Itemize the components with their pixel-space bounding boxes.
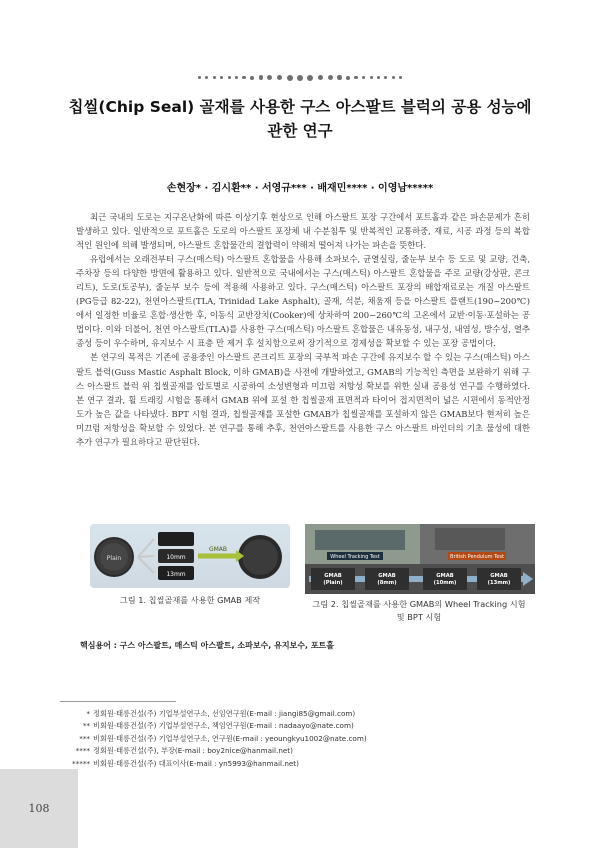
bpt-label: British Pendulum Test [450,554,504,560]
specimen-label: GMAB [324,573,342,579]
footnotes [60,708,367,770]
decorative-dot [370,76,373,79]
footnote [60,758,367,770]
decorative-dot [259,75,264,80]
decorative-dot [287,75,293,81]
abstract [76,210,530,449]
keywords: 핵심용어 : 구스 아스팔트, 매스틱 아스팔트, 소파보수, 유지보수, 포트홀 [80,641,335,650]
figure-1-label: 13mm [166,571,186,578]
decorative-dot [267,75,272,80]
footnote-mark: ** [82,721,90,731]
decorative-dot-rule [0,73,600,81]
decorative-dot [384,76,387,79]
decorative-dot [235,76,238,79]
specimen-label: (10mm) [433,580,457,586]
decorative-dot [205,76,208,79]
footnote-text: 정회원·태릉건설(주) 기업부설연구소, 선임연구원(E-mail : jiangi85@gmail.com) [93,709,356,718]
decorative-dot [307,75,313,81]
specimen-label: GMAB [378,573,396,579]
wheel-tracking-label: Wheel Tracking Test [330,554,380,560]
footnote-mark: *** [79,733,90,743]
decorative-dot [228,76,231,79]
paper-title: 칩씰(Chip Seal) 골재를 사용한 구스 아스팔트 블럭의 공용 성능에 관한 연구 [68,98,532,140]
footnote-divider [60,701,176,702]
footnote [60,733,367,745]
figure-1-caption: 그림 1. 칩씰골재를 사용한 GMAB 제작 [119,595,261,605]
decorative-dot [242,76,246,80]
page-number: 108 [28,802,50,815]
footnote [60,708,367,720]
decorative-dot [277,75,283,81]
figure-2-caption: 그림 2. 칩씰골재를 사용한 GMAB의 Wheel Tracking 시험 및 BPT 시험 [312,599,526,622]
figure-2-image [305,524,535,594]
decorative-dot [213,76,216,79]
decorative-dot [354,76,358,80]
decorative-dot [328,75,333,80]
decorative-dot [297,75,303,81]
figure-1-image [90,524,290,588]
decorative-dot [346,76,350,80]
footnote-text: 비회원·태릉건설(주) 기업부설연구소, 책임연구원(E-mail : nadaayo@nate.com) [93,721,354,731]
decorative-dot [198,76,201,79]
figure-1-label: Plain [106,555,122,562]
footnote-text: 비회원·태릉건설(주) 대표이사(E-mail : yn5993@hanmail.net) [93,758,299,768]
abstract-paragraph: 본 연구의 목적은 기존에 공용중인 아스팔트 콘크리트 포장의 국부적 파손 구간에 유지보수 할 수 있는 구스(매스틱) 아스팔트 블럭(Guss Mastic Asphalt Block, 이하 GMAB)을 사전에 개발하였고, GMAB의 기능적인 측면을 보완하기 위해 구스 아스팔트 블럭 위 칩씰골재를 압토별로 시공하여 소성변형과 미끄럼 저항성 확보를 위한 실내 공용성 연구를 수행하였다. 본 연구 결과, 휠 트래킹 시험을 통해서 GMAB 위에 포설 한 칩씰골재 표면적과 타이어 접지면적이 넓은 시편에서 동적안정도가 높은 값을 나타냈다. BPT 시험 결과, 칩씰골재를 포설한 GMAB가 칩씰골재를 포설하지 않은 GMAB보다 현저히 높은 미끄럼 저항성을 확보할 수 있었다. 본 연구를 통해 추후, 천연아스팔트를 사용한 구스 아스팔트 바인더의 기초 물성에 대한 추가 연구가 필요하다고 판단된다. [76,352,530,447]
decorative-dot [399,76,402,79]
footnote [60,745,367,757]
specimen-label: GMAB [436,573,454,579]
specimen-label: (Plain) [323,580,343,586]
decorative-dot [337,75,342,80]
decorative-dot [250,76,254,80]
specimen-label: (13mm) [487,580,511,586]
abstract-paragraph: 유럽에서는 오래전부터 구스(매스틱) 아스팔트 혼합물을 사용해 소파보수, 균열실링, 줄눈부 보수 등 도로 및 교량, 건축, 주차장 등의 다양한 방면에 활용하고 있다. 일반적으로 국내에서는 구스(매스틱) 아스팔트 혼합물을 주로 교량(강상판, 콘크리트), 도로(토공부), 줄눈부 보수 등에 적용해 사용하고 있다. 구스(매스틱) 아스팔트 포장의 배합재료로는 개질 아스팔트(PG등급 82-22), 천연아스팔트(TLA, Trinidad Lake Asphalt), 골재, 석분, 채움재 등을 아스팔트 플랜트(190~200℃)에서 일정한 비율로 혼합·생산한 후, 이동식 교반장치(Cooker)에 상차하여 200~260℃의 고온에서 교반·이동·포설하는 공법이다. 이와 더불어, 천연 아스팔트(TLA)를 사용한 구스(매스틱) 아스팔트 혼합물은 내유동성, 내구성, 내염성, 방수성, 열추종성 등이 우수하며, 유지보수 시 표층 만 제거 후 설치함으로써 장기적으로 경제성을 확보할 수 있는 포장 공법이다. [76,254,530,349]
figure-1-label: 10mm [166,554,186,561]
footnote [60,720,367,732]
footnote-mark: ***** [72,758,90,768]
decorative-dot [362,76,365,79]
footnote-mark: **** [75,746,90,756]
decorative-dot [377,76,380,79]
author-list: 손현장* · 김시환** · 서영규*** · 배재민**** · 이영남***** [166,183,434,194]
abstract-paragraph: 최근 국내의 도로는 지구온난화에 따른 이상기후 현상으로 인해 아스팔트 포장 구간에서 포트홀과 같은 파손문제가 흔히 발생하고 있다. 일반적으로 포트홀은 도로의 아스팔트 포장체 내 수분침투 및 반복적인 교통하중, 재료, 시공 과정 등의 복합적인 원인에 의해 발생되며, 아스팔트 혼합물간의 결합력이 약해져 떨어져 나가는 파손을 뜻한다. [76,212,530,251]
footnote-text: 정회원·태릉건설(주), 부장(E-mail : boy2nice@hanmail.net) [93,746,293,756]
specimen-label: (8mm) [377,580,397,586]
decorative-dot [220,76,223,79]
footnote-text: 비회원·태릉건설(주) 기업부설연구소, 연구원(E-mail : yeoungkyu1002@nate.com) [93,733,367,743]
figure-1-label: GMAB [208,546,228,553]
decorative-dot [318,75,324,81]
specimen-label: GMAB [490,573,508,579]
decorative-dot [392,76,395,79]
footnote-mark: * [86,709,90,718]
